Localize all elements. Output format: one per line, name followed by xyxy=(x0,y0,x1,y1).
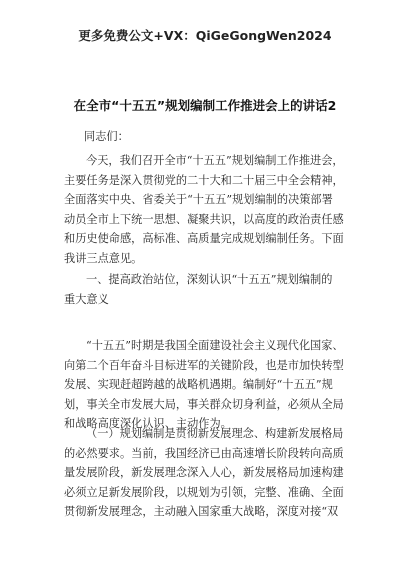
text-line: 主要任务是深入贯彻党的二十大和二十届三中全会精神， xyxy=(64,173,344,187)
text-line: 贯彻新发展理念，主动融入国家重大战略，深度对接“双 xyxy=(64,505,339,518)
text-line: 的必然要求。当前，我国经济已由高速增长阶段转向高质 xyxy=(64,446,344,460)
watermark-header: 更多免费公文+VX：QiGeGongWen2024 xyxy=(78,28,332,43)
text-line: 和历史使命感，高标准、高质量完成规划编制任务。下面 xyxy=(64,232,344,245)
text-line: 一、提高政治站位，深刻认识“十五五”规划编制的 xyxy=(86,273,333,286)
paragraph-significance xyxy=(64,336,366,434)
text-line: （一）规划编制是贯彻新发展理念、构建新发展格局 xyxy=(86,427,344,440)
paragraph-point-one xyxy=(64,424,366,522)
text-line: 动员全市上下统一思想、凝聚共识，以高度的政治责任感 xyxy=(64,212,344,226)
text-line: 和战略高度深化认识、主动作为。 xyxy=(64,417,232,430)
text-line: 我讲三点意见。 xyxy=(64,251,143,265)
text-line: “十五五”时期是我国全面建设社会主义现代化国家、 xyxy=(86,339,344,352)
section-heading xyxy=(64,270,366,309)
text-line: 重大意义 xyxy=(64,292,109,306)
text-line: 必须立足新发展阶段，以规划为引领，完整、准确、全面 xyxy=(64,485,344,499)
salutation: 同志们： xyxy=(84,130,129,143)
paragraph-opening xyxy=(64,151,366,268)
text-line: 今天，我们召开全市“十五五”规划编制工作推进会， xyxy=(86,154,344,167)
document-title: 在全市“十五五”规划编制工作推进会上的讲话2 xyxy=(73,98,337,113)
text-line: 量发展阶段，新发展理念深入人心，新发展格局加速构建 xyxy=(64,466,344,479)
text-line: 划，事关全市发展大局，事关群众切身利益，必须从全局 xyxy=(64,397,344,411)
text-line: 全面落实中央、省委关于“十五五”规划编制的决策部署 xyxy=(64,193,333,206)
text-line: 发展、实现赶超跨越的战略机遇期。编制好“十五五”规 xyxy=(64,378,333,391)
text-line: 向第二个百年奋斗目标进军的关键阶段，也是市加快转型 xyxy=(64,358,344,372)
